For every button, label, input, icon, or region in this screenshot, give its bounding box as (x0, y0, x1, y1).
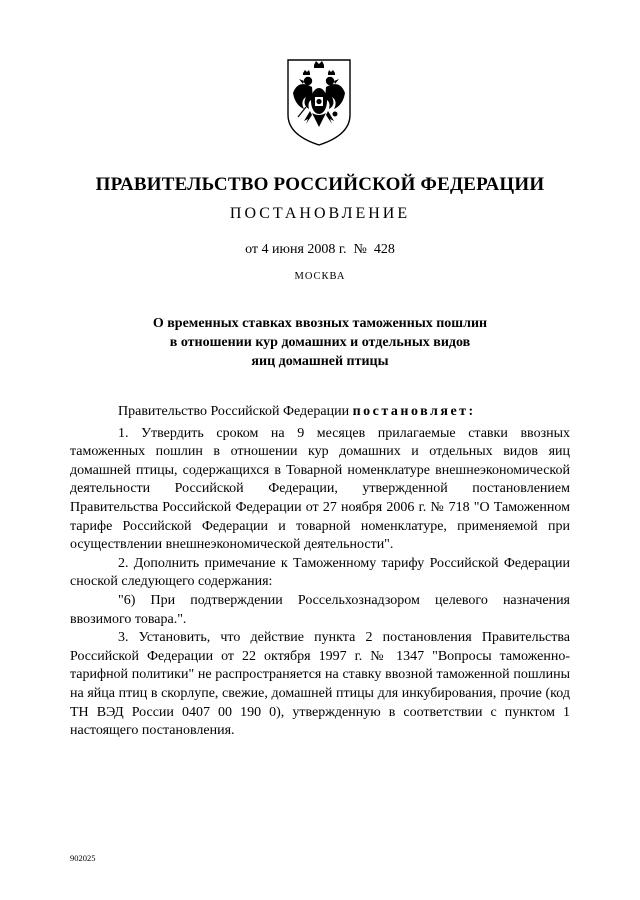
document-type: ПОСТАНОВЛЕНИЕ (229, 205, 411, 222)
document-body (70, 403, 570, 741)
document-subject (60, 314, 580, 371)
document-date-number: от 4 июня 2008 г. № 428 (245, 242, 395, 257)
document-city: МОСКВА (294, 271, 346, 282)
subject-line: в отношении кур домашних и отдельных видов (169, 335, 471, 350)
subject-line: О временных ставках ввозных таможенных пошлин (152, 316, 488, 331)
preamble-text: Правительство Российской Федерации (118, 404, 353, 419)
preamble-decree-word: постановляет: (352, 404, 476, 419)
paragraph-3: 3. Установить, что действие пункта 2 постановления Правительства Российской Федерации от 22 октября 1997 г. № 1347 "Вопросы таможенно-тарифной политики" не распространяется на ставку ввозной таможенной пошлины на яйца птиц в скорлупе, свежие, домашней птицы для инкубирования, прочие (код ТН ВЭД России 0407 00 190 0), утвержденную в соответствии с пунктом 1 настоящего постановления. (70, 630, 570, 739)
coat-of-arms-emblem (284, 57, 354, 147)
preamble (70, 403, 570, 422)
paragraph-footnote: "6) При подтверждении Россельхознадзором целевого назначения ввозимого товара.". (70, 592, 570, 627)
organization-title: ПРАВИТЕЛЬСТВО РОССИЙСКОЙ ФЕДЕРАЦИИ (95, 174, 545, 195)
subject-line: яиц домашней птицы (251, 354, 389, 369)
paragraph-1: 1. Утвердить сроком на 9 месяцев прилагаемые ставки ввозных таможенных пошлин в отношении кур домашних и отдельных видов яиц домашней птицы, содержащихся в Товарной номенклатуре внешнеэкономической деятельности Российской Федерации, утвержденной постановлением Правительства Российской Федерации от 27 ноября 2006 г. № 718 "О Таможенном тарифе Российской Федерации и товарной номенклатуре, применяемой при осуществлении внешнеэкономической деятельности". (70, 425, 570, 553)
double-headed-eagle-icon (284, 57, 354, 147)
paragraph-2: 2. Дополнить примечание к Таможенному тарифу Российской Федерации сноской следующего содержания: (70, 555, 570, 590)
footer-document-code: 902025 (70, 853, 96, 863)
